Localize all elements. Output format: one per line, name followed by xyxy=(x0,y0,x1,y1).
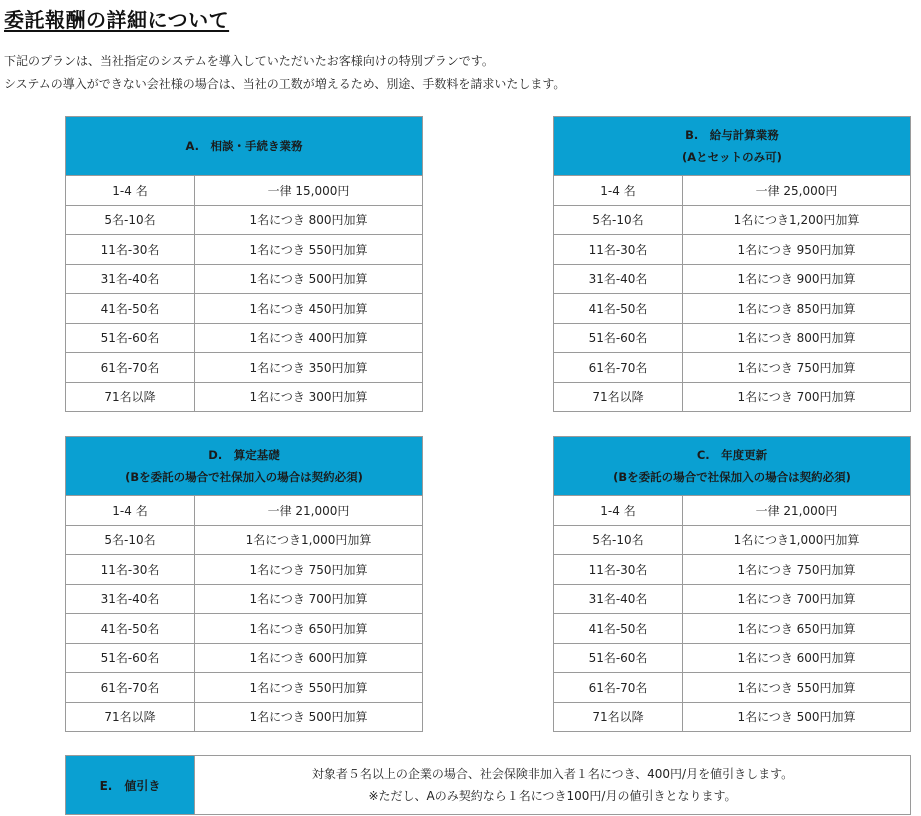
range-cell: 61名-70名 xyxy=(554,673,683,703)
table-row xyxy=(554,702,911,732)
fee-table-a xyxy=(65,116,423,412)
table-header-title: A. 相談・手続き業務 xyxy=(185,139,303,153)
table-row xyxy=(554,323,911,353)
table-row xyxy=(554,584,911,614)
range-cell: 1-4 名 xyxy=(554,496,683,526)
table-row xyxy=(66,555,423,585)
price-cell: 1名につき 350円加算 xyxy=(195,353,423,383)
table-row xyxy=(66,643,423,673)
table-header-title: B. 給与計算業務 xyxy=(685,128,779,142)
fee-table-c xyxy=(553,436,911,732)
table-header-title: D. 算定基礎 xyxy=(208,448,280,462)
range-cell: 51名-60名 xyxy=(554,323,683,353)
price-cell: 1名につき 750円加算 xyxy=(683,353,911,383)
range-cell: 61名-70名 xyxy=(66,673,195,703)
table-row xyxy=(554,525,911,555)
discount-body xyxy=(195,756,911,815)
table-row xyxy=(554,176,911,206)
range-cell: 5名-10名 xyxy=(66,205,195,235)
price-cell: 1名につき 650円加算 xyxy=(195,614,423,644)
table-row xyxy=(66,584,423,614)
range-cell: 71名以降 xyxy=(66,702,195,732)
table-row xyxy=(66,235,423,265)
range-cell: 61名-70名 xyxy=(554,353,683,383)
table-row xyxy=(554,235,911,265)
range-cell: 31名-40名 xyxy=(66,264,195,294)
range-cell: 5名-10名 xyxy=(554,525,683,555)
table-row xyxy=(554,264,911,294)
price-cell: 1名につき 450円加算 xyxy=(195,294,423,324)
range-cell: 31名-40名 xyxy=(66,584,195,614)
price-cell: 一律 21,000円 xyxy=(683,496,911,526)
range-cell: 71名以降 xyxy=(554,702,683,732)
range-cell: 11名-30名 xyxy=(554,555,683,585)
table-row xyxy=(554,496,911,526)
intro-line-1: 下記のプランは、当社指定のシステムを導入していただいたお客様向けの特別プランです。 xyxy=(4,54,494,68)
range-cell: 31名-40名 xyxy=(554,584,683,614)
price-cell: 1名につき 550円加算 xyxy=(195,235,423,265)
table-row xyxy=(554,555,911,585)
fee-table-b xyxy=(553,116,911,412)
price-cell: 1名につき 550円加算 xyxy=(683,673,911,703)
range-cell: 1-4 名 xyxy=(66,176,195,206)
range-cell: 41名-50名 xyxy=(554,294,683,324)
price-cell: 1名につき 700円加算 xyxy=(683,584,911,614)
table-header-note: (Bを委託の場合で社保加入の場合は契約必須) xyxy=(125,470,363,484)
range-cell: 11名-30名 xyxy=(66,555,195,585)
price-cell: 1名につき 300円加算 xyxy=(195,382,423,412)
price-cell: 1名につき 650円加算 xyxy=(683,614,911,644)
table-row xyxy=(66,614,423,644)
table-header xyxy=(554,117,911,176)
discount-table xyxy=(65,755,911,815)
price-cell: 1名につき 500円加算 xyxy=(195,702,423,732)
price-cell: 1名につき 750円加算 xyxy=(683,555,911,585)
price-cell: 一律 21,000円 xyxy=(195,496,423,526)
price-cell: 1名につき 500円加算 xyxy=(683,702,911,732)
price-cell: 1名につき 800円加算 xyxy=(683,323,911,353)
discount-line-1: 対象者５名以上の企業の場合、社会保険非加入者１名につき、400円/月を値引きします。 xyxy=(311,767,794,781)
table-row xyxy=(66,382,423,412)
fee-table-d xyxy=(65,436,423,732)
discount-line-2: ※ただし、Aのみ契約なら１名につき100円/月の値引きとなります。 xyxy=(368,789,737,803)
range-cell: 41名-50名 xyxy=(554,614,683,644)
table-row xyxy=(554,205,911,235)
intro-line-2: システムの導入ができない会社様の場合は、当社の工数が増えるため、別途、手数料を請求いたします。 xyxy=(4,77,566,91)
table-header-note: (Bを委託の場合で社保加入の場合は契約必須) xyxy=(613,470,851,484)
table-row xyxy=(554,673,911,703)
table-header xyxy=(554,437,911,496)
price-cell: 1名につき 700円加算 xyxy=(195,584,423,614)
table-row xyxy=(554,614,911,644)
table-row xyxy=(66,353,423,383)
table-row xyxy=(554,643,911,673)
table-row xyxy=(66,702,423,732)
price-cell: 1名につき 600円加算 xyxy=(195,643,423,673)
price-cell: 1名につき 700円加算 xyxy=(683,382,911,412)
page-title: 委託報酬の詳細について xyxy=(4,8,230,32)
table-header-note: (Aとセットのみ可) xyxy=(682,150,782,164)
price-cell: 1名につき 500円加算 xyxy=(195,264,423,294)
table-row xyxy=(66,294,423,324)
table-header xyxy=(66,117,423,176)
price-cell: 1名につき 950円加算 xyxy=(683,235,911,265)
price-cell: 1名につき 800円加算 xyxy=(195,205,423,235)
price-cell: 1名につき1,000円加算 xyxy=(195,525,423,555)
table-row xyxy=(554,382,911,412)
range-cell: 41名-50名 xyxy=(66,294,195,324)
table-row xyxy=(554,353,911,383)
price-cell: 1名につき 600円加算 xyxy=(683,643,911,673)
discount-label: E. 値引き xyxy=(66,756,195,815)
table-row xyxy=(66,205,423,235)
table-row xyxy=(554,294,911,324)
price-cell: 1名につき 850円加算 xyxy=(683,294,911,324)
price-cell: 1名につき1,000円加算 xyxy=(683,525,911,555)
price-cell: 1名につき 900円加算 xyxy=(683,264,911,294)
price-cell: 1名につき 550円加算 xyxy=(195,673,423,703)
table-row xyxy=(66,264,423,294)
range-cell: 11名-30名 xyxy=(66,235,195,265)
range-cell: 51名-60名 xyxy=(66,643,195,673)
table-row xyxy=(66,525,423,555)
range-cell: 61名-70名 xyxy=(66,353,195,383)
price-cell: 1名につき 400円加算 xyxy=(195,323,423,353)
table-header-title: C. 年度更新 xyxy=(696,448,768,462)
range-cell: 31名-40名 xyxy=(554,264,683,294)
range-cell: 51名-60名 xyxy=(554,643,683,673)
price-cell: 1名につき1,200円加算 xyxy=(683,205,911,235)
range-cell: 71名以降 xyxy=(66,382,195,412)
table-row xyxy=(66,673,423,703)
price-cell: 一律 25,000円 xyxy=(683,176,911,206)
table-row xyxy=(66,323,423,353)
range-cell: 41名-50名 xyxy=(66,614,195,644)
table-row xyxy=(66,496,423,526)
price-cell: 一律 15,000円 xyxy=(195,176,423,206)
range-cell: 11名-30名 xyxy=(554,235,683,265)
price-cell: 1名につき 750円加算 xyxy=(195,555,423,585)
range-cell: 1-4 名 xyxy=(66,496,195,526)
range-cell: 71名以降 xyxy=(554,382,683,412)
table-header xyxy=(66,437,423,496)
range-cell: 1-4 名 xyxy=(554,176,683,206)
range-cell: 51名-60名 xyxy=(66,323,195,353)
range-cell: 5名-10名 xyxy=(66,525,195,555)
table-row xyxy=(66,176,423,206)
range-cell: 5名-10名 xyxy=(554,205,683,235)
